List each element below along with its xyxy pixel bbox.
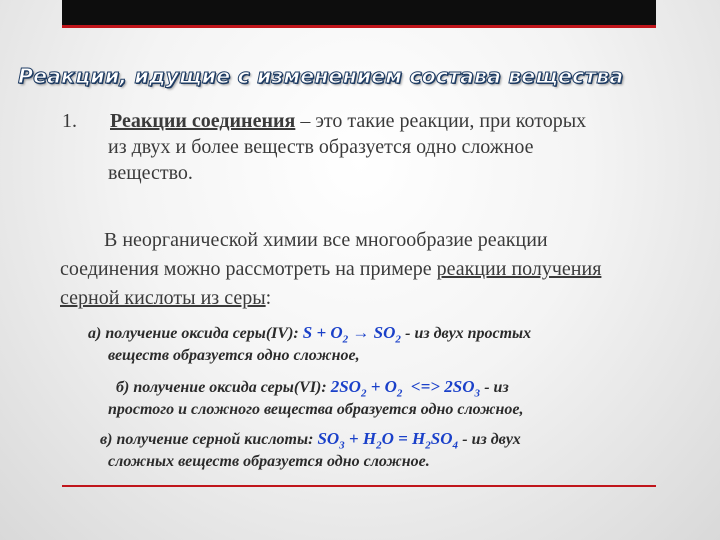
intro-link-1: реакции получения	[436, 258, 602, 280]
example-b-after: - из	[484, 379, 509, 396]
example-a-formula	[302, 323, 405, 346]
header-accent-line	[62, 25, 656, 28]
example-b-formula	[330, 377, 485, 400]
slide-title: Реакции, идущие с изменением состава вещества	[18, 64, 624, 88]
intro-paragraph	[60, 226, 670, 313]
definition-term: Реакции соединения	[110, 110, 296, 132]
example-a-label: а) получение оксида серы(IV):	[88, 325, 303, 342]
formula-b-display: $2SO_2 + O_2$ <=> $2SO_3$	[330, 377, 480, 400]
intro-line-1: В неорганической химии все многообразие реакции	[104, 229, 548, 251]
formula-a-display: $S + O_2 \to SO_2$	[302, 323, 401, 346]
example-c-after: - из двух	[462, 431, 521, 448]
definition-text-3: вещество.	[108, 162, 193, 184]
definition-text-2: из двух и более веществ образуется одно сложное	[108, 136, 534, 158]
intro-line-2-text: соединения можно рассмотреть на примере	[60, 258, 437, 280]
example-a-after: - из двух простых	[405, 325, 532, 342]
example-b-line2: простого и сложного вещества образуется одно сложное,	[108, 401, 524, 418]
example-c-formula	[317, 429, 462, 452]
intro-link-2: серной кислоты из серы	[60, 287, 266, 309]
intro-line-3	[60, 284, 670, 313]
bottom-divider	[62, 485, 656, 487]
example-b-label: б) получение оксида серы(VI):	[116, 379, 331, 396]
example-c-line2: сложных веществ образуется одно сложное.	[108, 453, 430, 470]
example-a-line2: веществ образуется одно сложное,	[108, 347, 360, 364]
formula-c-display: $SO_3 + H_2O = H_2SO_4$	[317, 429, 459, 452]
definition-text-1: – это такие реакции, при которых	[295, 110, 587, 132]
definition-paragraph	[110, 108, 670, 186]
example-c-label: в) получение серной кислоты:	[100, 431, 318, 448]
intro-line-3-text: :	[265, 287, 272, 309]
top-header-bar	[62, 0, 656, 28]
list-number: 1.	[62, 110, 77, 132]
intro-line-2	[60, 255, 670, 284]
